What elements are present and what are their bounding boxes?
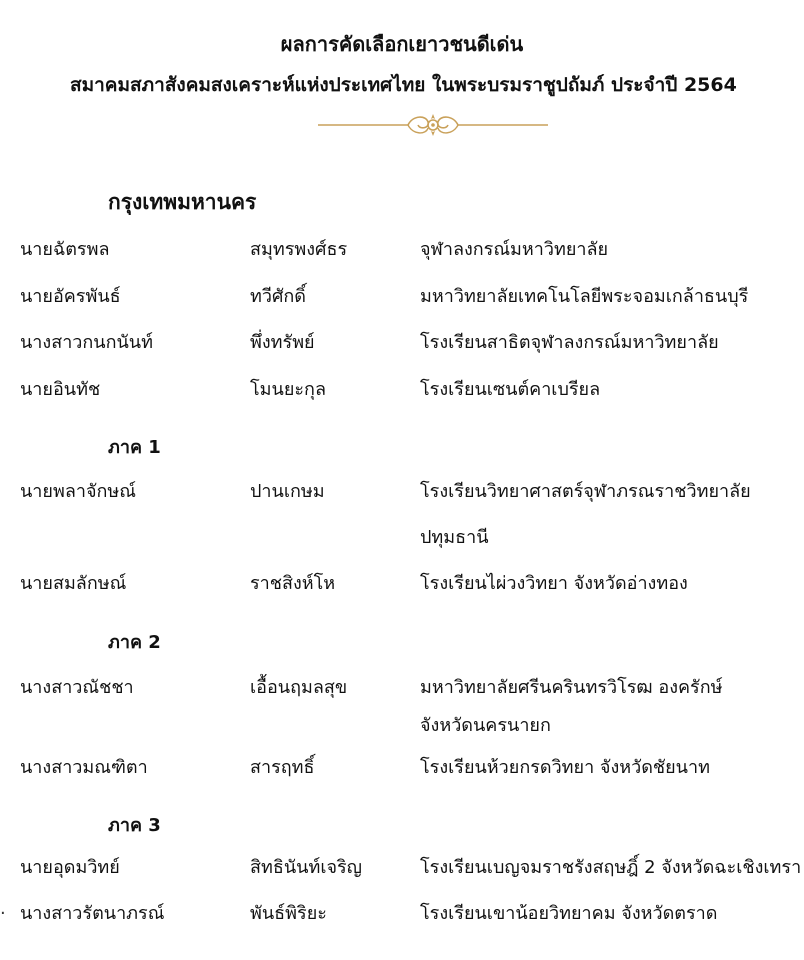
first-name: นายสมลักษณ์ [20,573,127,594]
institution: โรงเรียนสาธิตจุฬาลงกรณ์มหาวิทยาลัย [420,332,719,353]
last-name: เอื้อนฤมลสุข [250,677,348,698]
institution: มหาวิทยาลัยศรีนครินทรวิโรฒ องครักษ์ [420,677,723,698]
first-name: นายฉัตรพล [20,239,110,260]
first-name: นายพลาจักษณ์ [20,481,136,502]
page-subtitle: สมาคมสภาสังคมสงเคราะห์แห่งประเทศไทย ในพระบรมราชูปถัมภ์ ประจำปี 2564 [70,74,737,96]
first-name: นายอินทัช [20,379,101,400]
first-name: นายอัครพันธ์ [20,286,121,307]
list-item [0,852,804,882]
last-name: ทวีศักดิ์ [250,286,306,307]
last-name: พันธ์พิริยะ [250,903,327,924]
list-item [0,234,804,264]
institution: โรงเรียนไผ่วงวิทยา จังหวัดอ่างทอง [420,573,688,594]
list-item [0,672,804,702]
first-name: นางสาวรัตนาภรณ์ [20,903,165,924]
last-name: สิทธินันท์เจริญ [250,857,363,878]
institution: โรงเรียนวิทยาศาสตร์จุฬาภรณราชวิทยาลัย [420,481,751,502]
institution: จุฬาลงกรณ์มหาวิทยาลัย [420,239,609,260]
institution: โรงเรียนเซนต์คาเบรียล [420,379,601,400]
first-name: นายอุดมวิทย์ [20,857,120,878]
first-name: นางสาวมณฑิตา [20,757,148,778]
institution-continuation: ปทุมธานี [420,527,489,548]
last-name: ราชสิงห์โห [250,573,336,594]
institution: โรงเรียนเขาน้อยวิทยาคม จังหวัดตราด [420,903,718,924]
last-name: พึ่งทรัพย์ [250,332,315,353]
list-item [0,568,804,598]
item-number: . [0,898,6,919]
list-item [0,327,804,357]
section-heading-region-2: ภาค 2 [108,632,161,653]
section-heading-region-1: ภาค 1 [108,437,161,458]
list-item [0,898,804,928]
page-title: ผลการคัดเลือกเยาวชนดีเด่น [280,32,524,56]
institution: โรงเรียนห้วยกรดวิทยา จังหวัดชัยนาท [420,757,710,778]
last-name: สมุทรพงศ์ธร [250,239,348,260]
institution-continuation: จังหวัดนครนายก [420,715,551,736]
ornament-divider-icon [318,110,548,140]
section-heading-region-3: ภาค 3 [108,815,161,836]
last-name: โมนยะกุล [250,379,326,400]
list-item [0,476,804,506]
section-heading-bangkok: กรุงเทพมหานคร [108,190,257,214]
last-name: สารฤทธิ์ [250,757,315,778]
institution: มหาวิทยาลัยเทคโนโลยีพระจอมเกล้าธนบุรี [420,286,749,307]
first-name: นางสาวณัชชา [20,677,134,698]
first-name: นางสาวกนกนันท์ [20,332,153,353]
last-name: ปานเกษม [250,481,325,502]
list-item [0,752,804,782]
list-item [0,281,804,311]
institution: โรงเรียนเบญจมราชรังสฤษฎิ์ 2 จังหวัดฉะเชิงเทรา [420,857,802,878]
list-item [0,374,804,404]
